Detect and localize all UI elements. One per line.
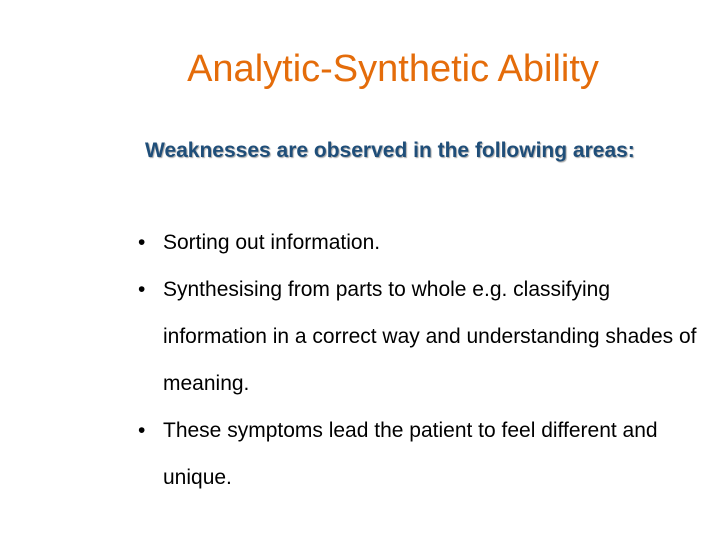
bullet-text: Sorting out information. xyxy=(163,231,381,254)
bullet-text: These symptoms lead the patient to feel different and unique. xyxy=(163,419,658,489)
bullet-list xyxy=(138,219,698,501)
slide-title: Analytic-Synthetic Ability xyxy=(187,48,599,90)
bullet-item xyxy=(138,266,698,407)
bullet-item xyxy=(138,219,698,266)
slide-subtitle: Weaknesses are observed in the following areas: xyxy=(145,139,635,162)
bullet-item xyxy=(138,407,698,501)
bullet-marker-icon: • xyxy=(138,278,146,301)
bullet-marker-icon: • xyxy=(138,231,146,254)
bullet-text: Synthesising from parts to whole e.g. classifying information in a correct way and understanding shades of meaning. xyxy=(163,278,697,395)
bullet-marker-icon: • xyxy=(138,419,146,442)
